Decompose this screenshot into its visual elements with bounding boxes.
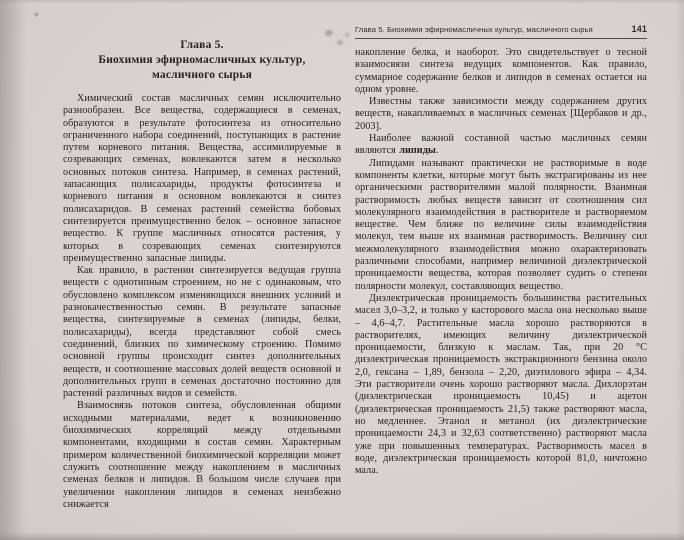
paragraph-protein-accumulation: накопление белка, и наоборот. Это свидетельствует о тесной взаимосвязи синтеза ведущих компонентов. Как правило, суммарное содержание белков и липидов в семенах остается на одном уровне. — [355, 47, 647, 95]
chapter-heading — [63, 38, 341, 83]
paragraph-synthesis-rule: Как правило, в растении синтезируется ведущая группа веществ с однотипным строением, но не с одинаковым, что обусловлено комплексом изменяющихся внешних условий и разнокачественностью семян. В результате запасные вещества, синтезируемые в семенах (липиды, белки, полисахариды), всегда представляют собой смесь соединений, близких по химическому строению. Помимо основной группы происходит синтез дополнительных веществ, и соотношение массовых долей веществ основной и дополнительных групп в семенах достаточно постоянно для растений различных видов и семейств. — [63, 265, 341, 400]
paragraph-dielectric-permittivity: Диэлектрическая проницаемость большинства растительных масел 3,0–3,2, и только у касторового масла она несколько выше – 4,6–4,7. Растительные масла хорошо растворяются в растворителях, имеющих величину диэлектрической проницаемости, близкую к маслам. Так, при 20 °С диэлектрическая проницаемость экстракционного бензина около 2,0, гексана – 1,89, бензола – 2,20, диэтилового эфира – 4,34. Эти растворители очень хорошо растворяют масла. Дихлорэтан (диэлектрическая проницаемость 10,45) и ацетон (диэлектрическая проницаемость 21,5) также растворяют масла, но медленнее. Этанол и метанол (их диэлектрические проницаемости 24,3 и 32,63 соответственно) растворяют масла уже при повышенных температурах. Растворимость масел в воде, диэлектрическая проницаемость которой 81,0, ничтожно мала. — [355, 292, 647, 477]
paragraph-lipids-definition: Липидами называют практически не растворимые в воде компоненты клетки, которые могут быть экстрагированы из нее органическими растворителями малой полярности. Взаимная растворимость любых веществ зависит от соотношения сил молекулярного взаимодействия в растворителе и растворяемом веществе. Чем ближе по величине силы взаимодействия молекул, тем выше их взаимная растворимость. Величину сил межмолекулярного взаимодействия можно охарактеризовать различными способами, например величиной диэлектрической проницаемости вещества, которая позволяет судить о степени полярности молекул, составляющих вещество. — [355, 157, 647, 292]
scan-edge-shadow-left — [0, 0, 26, 540]
scan-edge-shadow-bottom — [0, 532, 684, 540]
scan-edge-shadow-top — [0, 0, 684, 4]
paragraph-chemical-composition: Химический состав масличных семян исключительно разнообразен. Все вещества, содержащиеся в семенах, образуются в результате фотосинтеза из относительно ограниченного набора соединений, поступающих в растение путем корневого питания. Вещества, ассимилируемые в созревающих семенах, вовлекаются затем в несколько основных потоков синтеза. Например, в семенах растений, запасающих полисахариды, продукты фотосинтеза и корневого питания в основном вовлекаются в синтез полисахаридов. В семенах растений семейства бобовых синтезируется преимущественно белок – основное запасное вещество. К группе масличных относятся растения, у которых в созревающих семенах синтезируются преимущественно запасные липиды. — [63, 93, 341, 264]
running-header-title: Глава 5. Биохимия эфирномасличных культур, масличного сырья — [355, 25, 593, 34]
left-page — [63, 38, 341, 511]
running-header — [355, 24, 647, 39]
lipids-sentence-prefix: Наиболее важной составной частью масличных семян являются — [355, 133, 647, 157]
scan-speck — [35, 13, 38, 16]
chapter-heading-line-1: Глава 5. — [180, 39, 224, 51]
paragraph-lipids-importance — [355, 133, 647, 158]
paragraph-other-dependencies: Известны также зависимости между содержанием других веществ, накапливаемых в масличных семенах [Щербаков и др., 2003]. — [355, 96, 647, 132]
scan-smudge — [325, 30, 333, 36]
scan-smudge — [345, 33, 349, 37]
scan-edge-shadow-right — [676, 0, 684, 540]
chapter-heading-line-2: Биохимия эфирномасличных культур, — [98, 54, 306, 66]
chapter-heading-line-3: масличного сырья — [151, 69, 253, 81]
paragraph-biochemical-correlation: Взаимосвязь потоков синтеза, обусловленная общими исходными материалами, ведет к возникновению биохимических корреляций между отдельными компонентами, входящими в состав семян. Характерным примером количественной биохимической корреляции может служить соотношение между накоплением в масличных семенах белков и липидов. В большом числе случаев при увеличении накопления липидов в семенах неизбежно снижается — [63, 400, 341, 510]
lipids-sentence-suffix: . — [435, 145, 439, 157]
right-page — [355, 24, 647, 477]
lipids-term: липиды — [399, 145, 436, 157]
page-number: 141 — [631, 24, 647, 34]
